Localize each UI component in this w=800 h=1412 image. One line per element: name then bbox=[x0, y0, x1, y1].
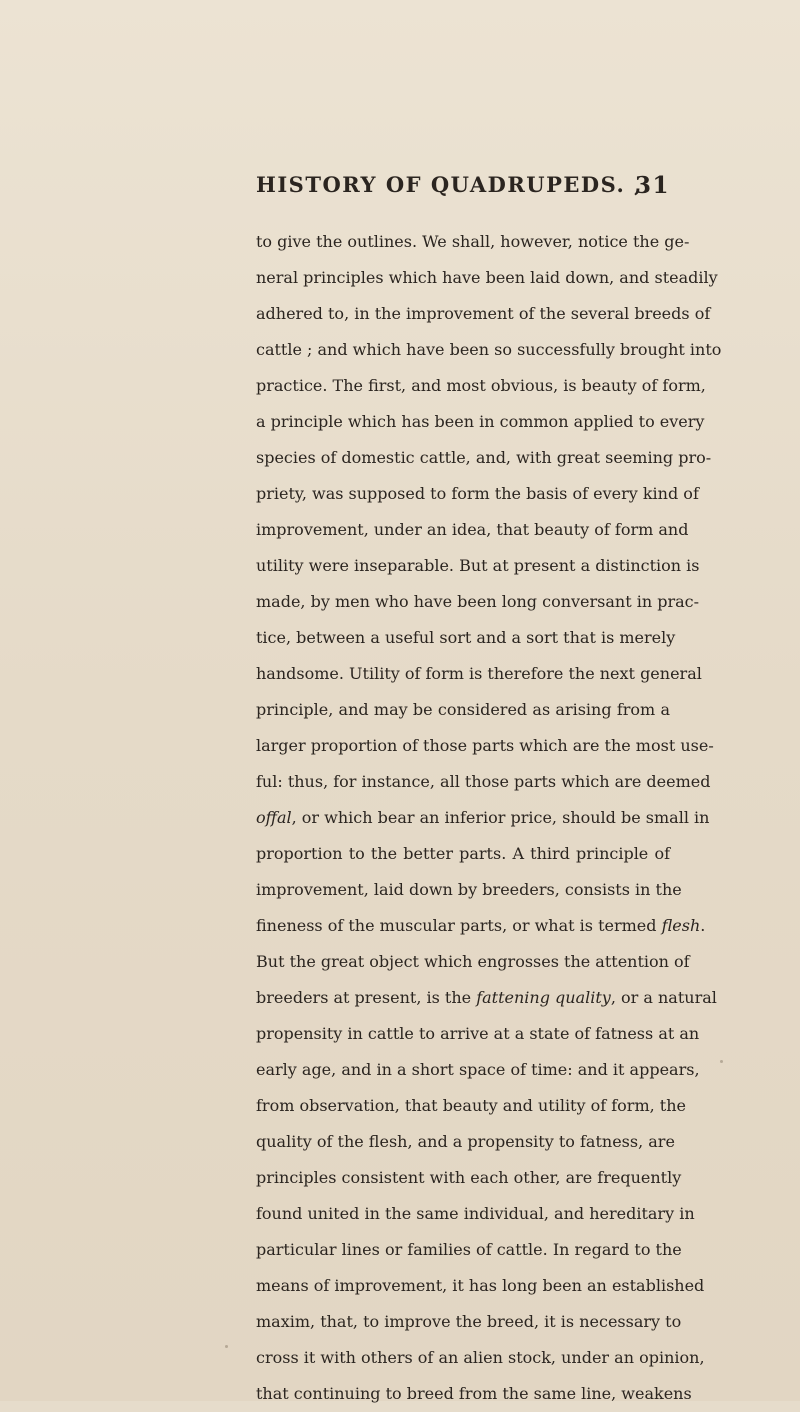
text-line: neral principles which have been laid down, and steadily bbox=[256, 268, 718, 287]
text-line: fineness of the muscular parts, or what is termed flesh. bbox=[256, 916, 706, 935]
text-line: offal, or which bear an inferior price, should be small in bbox=[256, 808, 710, 827]
running-title: HISTORY OF QUADRUPEDS. , bbox=[256, 172, 643, 197]
text-line: early age, and in a short space of time: and it appears, bbox=[256, 1060, 700, 1079]
text-line: priety, was supposed to form the basis of every kind of bbox=[256, 484, 699, 503]
text-line: proportion to the better parts. A third principle of bbox=[256, 844, 670, 863]
text-line: propensity in cattle to arrive at a state of fatness at an bbox=[256, 1024, 700, 1043]
text-line: tice, between a useful sort and a sort that is merely bbox=[256, 628, 676, 647]
text-line: to give the outlines. We shall, however, notice the ge- bbox=[256, 232, 690, 251]
text-line: found united in the same individual, and hereditary in bbox=[256, 1204, 695, 1223]
text-line: cross it with others of an alien stock, under an opinion, bbox=[256, 1348, 705, 1367]
text-line: improvement, laid down by breeders, consists in the bbox=[256, 880, 682, 899]
text-line: means of improvement, it has long been an established bbox=[256, 1276, 705, 1295]
text-line: ful: thus, for instance, all those parts which are deemed bbox=[256, 772, 711, 791]
text-line: handsome. Utility of form is therefore the next general bbox=[256, 664, 702, 683]
text-line: from observation, that beauty and utility of form, the bbox=[256, 1096, 686, 1115]
text-line: But the great object which engrosses the attention of bbox=[256, 952, 690, 971]
text-line: maxim, that, to improve the breed, it is necessary to bbox=[256, 1312, 682, 1331]
text-line: that continuing to breed from the same line, weakens bbox=[256, 1384, 692, 1403]
text-line: quality of the flesh, and a propensity to fatness, are bbox=[256, 1132, 675, 1151]
text-line: utility were inseparable. But at present a distinction is bbox=[256, 556, 700, 575]
text-line: species of domestic cattle, and, with great seeming pro- bbox=[256, 448, 712, 467]
text-line: improvement, under an idea, that beauty of form and bbox=[256, 520, 689, 539]
paper-speck bbox=[225, 1345, 228, 1348]
text-line: larger proportion of those parts which are the most use- bbox=[256, 736, 714, 755]
running-head bbox=[256, 172, 670, 206]
text-line: principles consistent with each other, are frequently bbox=[256, 1168, 682, 1187]
text-line: practice. The first, and most obvious, is beauty of form, bbox=[256, 376, 706, 395]
text-line: a principle which has been in common applied to every bbox=[256, 412, 705, 431]
paper-speck bbox=[720, 1060, 723, 1063]
text-line: breeders at present, is the fattening quality, or a natural bbox=[256, 988, 717, 1007]
text-line: made, by men who have been long conversant in prac- bbox=[256, 592, 700, 611]
text-line: cattle ; and which have been so successfully brought into bbox=[256, 340, 722, 359]
text-line: principle, and may be considered as arising from a bbox=[256, 700, 670, 719]
text-line: particular lines or families of cattle. In regard to the bbox=[256, 1240, 682, 1259]
page-number: 31 bbox=[634, 172, 670, 199]
text-line: adhered to, in the improvement of the several breeds of bbox=[256, 304, 711, 323]
